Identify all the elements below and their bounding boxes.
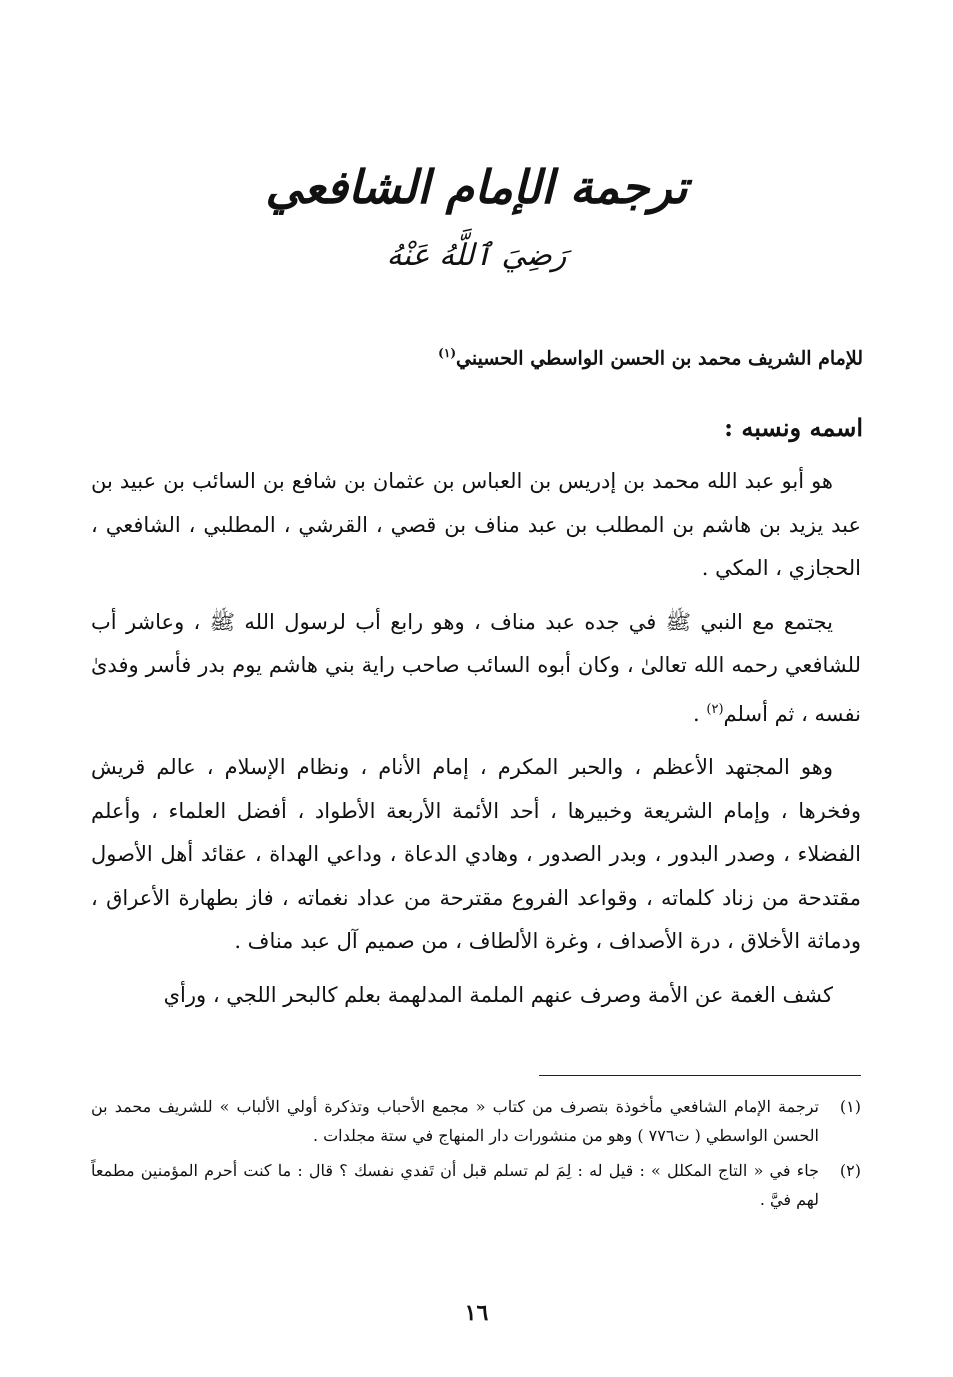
page-title: ترجمة الإمام الشافعي	[265, 160, 688, 214]
footnote-separator	[539, 1075, 861, 1076]
footnotes	[91, 1092, 861, 1220]
footnote-text: جاء في « التاج المكلل » : قيل له : لِمَ لم تسلم قبل أن تَفدي نفسك ؟ قال : ما كنت أحرم المؤمنين مطمعاً لهم فيَّ .	[91, 1161, 819, 1209]
footnote	[91, 1092, 861, 1150]
footnote-text: ترجمة الإمام الشافعي مأخوذة بتصرف من كتاب « مجمع الأحباب وتذكرة أولي الألباب » للشريف محمد بن الحسن الواسطي ( ت٧٧٦ ) وهو من منشورات دار المنهاج في ستة مجلدات .	[91, 1097, 819, 1145]
footnote-number: (١)	[839, 1097, 861, 1116]
paragraph-3	[91, 746, 861, 964]
section-heading: اسمه ونسبه :	[724, 413, 863, 442]
footnote-number: (٢)	[839, 1161, 861, 1180]
paragraph-text: هو أبو عبد الله محمد بن إدريس بن العباس بن عثمان بن شافع بن السائب بن عبيد بن عبد يزيد بن هاشم بن المطلب بن عبد مناف بن قصي ، القرشي ، المطلبي ، الشافعي ، الحجازي ، المكي .	[91, 469, 861, 580]
paragraph-4	[91, 974, 861, 1018]
paragraph-text: يجتمع مع النبي ﷺ في جده عبد مناف ، وهو رابع أب لرسول الله ﷺ ، وعاشر أب للشافعي رحمه الله تعالىٰ ، وكان أبوه السائب صاحب راية بني هاشم يوم بدر فأسر وفدىٰ نفسه ، ثم أسلم	[91, 609, 861, 726]
paragraph-text: كشف الغمة عن الأمة وصرف عنهم الملمة المدلهمة بعلم كالبحر اللجي ، ورأي	[163, 982, 833, 1007]
paragraph-tail: .	[693, 701, 707, 726]
author-line	[83, 346, 863, 369]
footnote-ref: (٢)	[706, 701, 724, 717]
paragraph-1	[91, 460, 861, 591]
body-text	[91, 460, 861, 1027]
page-number: ١٦	[464, 1300, 489, 1326]
paragraph-2	[91, 601, 861, 737]
paragraph-text: وهو المجتهد الأعظم ، والحبر المكرم ، إمام الأنام ، ونظام الإسلام ، عالم قريش وفخرها ، وإمام الشريعة وخبيرها ، أحد الأئمة الأربعة الأطواد ، أفضل العلماء ، وأعلم الفضلاء ، وصدر البدور ، وبدر الصدور ، وهادي الدعاة ، وداعي الهداة ، عقائد أهل الأصول مقتدحة من زناد كلماته ، وقواعد الفروع مقترحة من عداد نغماته ، فاز بطهارة الأعراق ، ودماثة الأخلاق ، درة الأصداف ، وغرة الألطاف ، من صميم آل عبد مناف .	[91, 755, 861, 953]
honorific-subtitle: رَضِيَ ٱللَّهُ عَنْهُ	[386, 238, 567, 273]
author-footnote-ref: (١)	[438, 346, 456, 360]
author-name: للإمام الشريف محمد بن الحسن الواسطي الحسيني	[456, 347, 863, 370]
footnote	[91, 1156, 861, 1214]
